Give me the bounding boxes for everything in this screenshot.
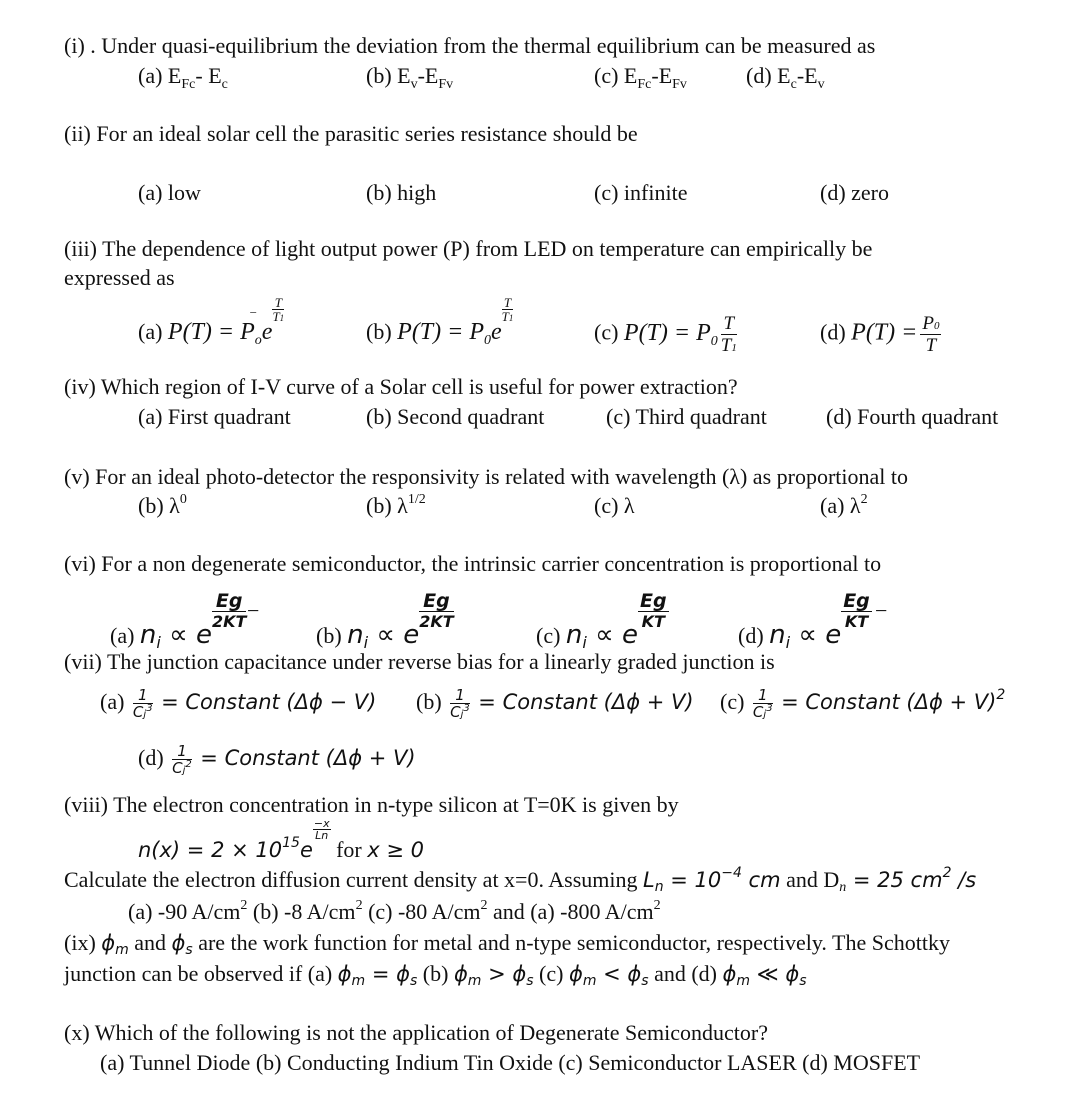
q6-option-c: (c) ni ∝ e $\frac{Eg}{KT}$ <box>536 590 667 652</box>
question-5: (v) For an ideal photo-detector the responsivity is related with wavelength (λ) as proportional to <box>64 464 908 489</box>
q5-option-b: (b) $\lambda^{1/2}$ <box>366 492 426 518</box>
q3-option-c: (c) $P(T) = P_0$ $\frac{T}{T1}$ <box>594 313 737 356</box>
question-9-line1: (ix) ϕm and ϕs are the work function for metal and n-type semiconductor, respectively. The Schottky <box>64 930 950 958</box>
q2-option-c: (c) infinite <box>594 180 688 205</box>
q8-calc-text: Calculate the electron diffusion current density at x=0. Assuming $Ln = 10^{-4}$ cm and Dn = 25 $cm^2$ /s <box>64 865 977 895</box>
question-3-line2: expressed as <box>64 265 175 290</box>
question-2: (ii) For an ideal solar cell the parasitic series resistance should be <box>64 121 638 146</box>
q2-option-a: (a) low <box>138 180 201 205</box>
q5-option-d: (a) $\lambda^2$ <box>820 492 868 518</box>
q1-option-a: (a) $E_{Fc}-$ $E_c$ <box>138 63 228 92</box>
q7-option-d: (d) $\frac{1}{Cj^2}$ = Constant (Δϕ + V) <box>138 742 416 777</box>
q2-option-b: (b) high <box>366 180 437 205</box>
q7-option-c: (c) $\frac{1}{Cj^3}$ = Constant $(\Delta\phi + V)^2$ <box>720 686 1006 721</box>
q4-option-c: (c) Third quadrant <box>606 404 767 429</box>
q1-option-c: (c) $E_{Fc}-E_{Fv}$ <box>594 63 687 92</box>
q1-option-d: (d) $E_c-E_v$ <box>746 63 825 92</box>
q6-option-a: (a) ni ∝ e $\frac{Eg}{2KT}$ − <box>110 590 260 652</box>
question-7: (vii) The junction capacitance under reverse bias for a linearly graded junction is <box>64 649 775 674</box>
q2-option-d: (d) zero <box>820 180 890 205</box>
q6-option-b: (b) ni ∝ e $\frac{Eg}{2KT}$ <box>316 590 454 652</box>
question-4: (iv) Which region of I-V curve of a Solar cell is useful for power extraction? <box>64 374 738 399</box>
question-10: (x) Which of the following is not the application of Degenerate Semiconductor? <box>64 1020 768 1045</box>
q5-option-a: (b) $\lambda^0$ <box>138 492 187 518</box>
q7-option-b: (b) $\frac{1}{Cj^3}$ = Constant (Δϕ + V) <box>416 686 694 721</box>
question-6: (vi) For a non degenerate semiconductor, the intrinsic carrier concentration is proportional to <box>64 551 882 576</box>
q7-option-a: (a) $\frac{1}{Cj^3}$ = Constant (Δϕ − V) <box>100 686 377 721</box>
q3-option-a: (a) $P(T) = P_oe$ $\frac{T}{T1}$ − <box>138 295 285 348</box>
q4-option-b: (b) Second quadrant <box>366 404 545 429</box>
question-8: (viii) The electron concentration in n-type silicon at T=0K is given by <box>64 792 679 817</box>
q5-option-c: (c) λ <box>594 493 635 518</box>
q8-options: (a) -90 $A/cm^2$ (b) -8 $A/cm^2$ (c) -80 $A/cm^2$ and (a) -800 $A/cm^2$ <box>128 898 661 924</box>
q3-option-d: (d) P(T) = $\frac{P0}{T}$ <box>820 313 940 356</box>
q10-options: (a) Tunnel Diode (b) Conducting Indium Tin Oxide (c) Semiconductor LASER (d) MOSFET <box>100 1050 921 1075</box>
question-9-line2: junction can be observed if (a) ϕm = ϕs (b) ϕm > ϕs (c) ϕm < ϕs and (d) ϕm ≪ ϕs <box>64 961 807 989</box>
q4-option-d: (d) Fourth quadrant <box>826 404 999 429</box>
q1-option-b: (b) $E_v-E_{Fv}$ <box>366 63 454 92</box>
q4-option-a: (a) First quadrant <box>138 404 291 429</box>
q6-option-d: (d) ni ∝ e $\frac{Eg}{KT}$ − <box>738 590 888 652</box>
question-1: (i) . Under quasi-equilibrium the deviation from the thermal equilibrium can be measured as <box>64 33 876 58</box>
q3-option-b: (b) $P(T) = P_0e$ $\frac{T}{T1}$ <box>366 295 514 348</box>
question-3-line1: (iii) The dependence of light output power (P) from LED on temperature can empirically be <box>64 236 873 261</box>
q8-formula: $n(x) = 2 \times 10^{15}e$ $\frac{-x}{Ln}$ for x ≥ 0 <box>138 817 424 862</box>
